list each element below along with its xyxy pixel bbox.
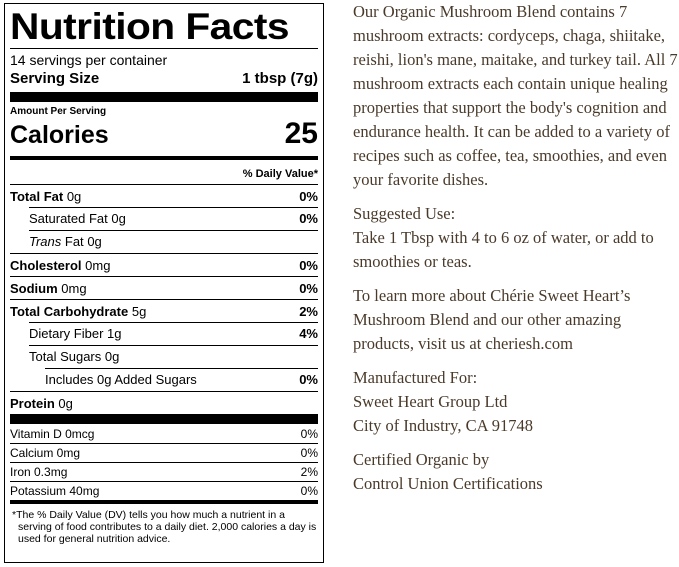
certified-line-1: Certified Organic by (353, 450, 490, 469)
vitamin-label: Iron 0.3mg (10, 465, 68, 479)
nutrient-amount: 0g (87, 234, 102, 249)
calories-label: Calories (10, 121, 109, 149)
nutrient-amount: 0mg (85, 257, 111, 273)
nutrient-row-cholesterol (10, 253, 318, 276)
manufacturer-section (353, 366, 679, 438)
nutrition-facts-title: Nutrition Facts (10, 6, 289, 47)
nutrient-row-saturated-fat (10, 207, 318, 230)
thick-divider (10, 92, 318, 102)
thick-divider (10, 414, 318, 424)
medium-divider (10, 156, 318, 160)
servings-per-container: 14 servings per container (10, 52, 168, 68)
nutrient-amount: 0g (104, 349, 120, 364)
certified-line-2: Control Union Certifications (353, 474, 543, 493)
nutrient-label: Saturated Fat (29, 211, 108, 226)
nutrient-row-total-carbohydrate (10, 299, 318, 322)
vitamin-dv: 0% (300, 446, 318, 460)
nutrient-dv: 0% (299, 211, 318, 226)
serving-size-label: Serving Size (10, 70, 100, 87)
nutrient-label: Dietary Fiber (29, 326, 104, 341)
nutrient-dv: 4% (299, 326, 318, 341)
nutrient-label: Total Carbohydrate (10, 303, 129, 319)
nutrient-label: Includes 0g Added Sugars (45, 372, 197, 387)
divider (10, 48, 318, 49)
vitamin-dv: 0% (300, 426, 318, 441)
nutrient-amount: 5g (131, 303, 147, 319)
product-description (353, 0, 679, 496)
vitamin-label: Potassium 40mg (10, 484, 100, 498)
calories-value: 25 (284, 117, 318, 150)
amount-per-serving: Amount Per Serving (10, 106, 107, 117)
nutrient-dv: 0% (299, 257, 318, 273)
nutrition-facts-panel (4, 3, 324, 563)
nutrient-dv: 0% (299, 372, 318, 387)
serving-size-row (10, 69, 318, 88)
nutrient-row-sodium (10, 276, 318, 299)
nutrient-dv: 0% (299, 188, 318, 204)
nutrient-amount: 0g (66, 188, 82, 204)
nutrient-amount: 0g (111, 211, 126, 226)
nutrient-dv: 0% (299, 280, 318, 296)
calories-row (10, 118, 318, 150)
nutrient-label: Protein (10, 395, 55, 411)
nutrient-amount: 0mg (61, 280, 87, 296)
suggested-use-heading: Suggested Use: (353, 204, 456, 223)
vitamin-row-vitamin-d (10, 424, 318, 443)
vitamin-dv: 0% (300, 484, 318, 498)
vitamin-row-potassium (10, 481, 318, 500)
nutrient-row-total-sugars (10, 345, 318, 368)
manufacturer-name: Sweet Heart Group Ltd (353, 392, 508, 411)
nutrient-label: Total Sugars (29, 349, 102, 364)
nutrient-amount: 1g (107, 326, 122, 341)
suggested-use-text: Take 1 Tbsp with 4 to 6 oz of water, or add to smoothies or teas. (353, 228, 654, 271)
nutrient-label: Cholesterol (10, 257, 82, 273)
nutrient-dv: 2% (299, 303, 318, 319)
vitamin-row-calcium (10, 443, 318, 462)
serving-size-value: 1 tbsp (7g) (242, 70, 318, 87)
nutrient-amount: 0g (58, 395, 73, 411)
vitamin-label: Calcium 0mg (10, 446, 81, 460)
learn-more-paragraph: To learn more about Chérie Sweet Heart’s Mushroom Blend and our other amazing products, visit us at cheriesh.com (353, 286, 631, 353)
manufactured-heading: Manufactured For: (353, 368, 478, 387)
nutrient-label-suffix: Fat (64, 234, 84, 249)
nutrient-row-protein (10, 391, 318, 414)
certification-section (353, 448, 679, 496)
nutrient-label: Total Fat (10, 188, 64, 204)
nutrient-row-trans-fat (10, 230, 318, 253)
daily-value-header: % Daily Value* (242, 168, 318, 180)
nutrient-row-total-fat (10, 184, 318, 207)
vitamin-dv: 2% (300, 465, 318, 479)
vitamin-row-iron (10, 462, 318, 481)
nutrient-label: Trans (29, 234, 62, 249)
manufacturer-city: City of Industry, CA 91748 (353, 416, 533, 435)
intro-paragraph: Our Organic Mushroom Blend contains 7 mushroom extracts: cordyceps, chaga, shiitake, reishi, lion's mane, maitake, and turkey tail. All 7 mushroom extracts each contain unique healing properties that support the body's cognition and endurance health. It can be added to a variety of recipes such as coffee, tea, smoothies, and even your favorite dishes. (353, 2, 678, 189)
daily-value-footnote: *The % Daily Value (DV) tells you how much a nutrient in a serving of food contributes to a daily diet. 2,000 calories a day is used for general nutrition advice. (12, 509, 317, 545)
vitamin-label: Vitamin D 0mcg (10, 426, 95, 441)
nutrient-row-dietary-fiber (10, 322, 318, 345)
suggested-use-section (353, 202, 679, 274)
nutrient-label: Sodium (10, 280, 58, 296)
nutrient-row-added-sugars (10, 368, 318, 391)
